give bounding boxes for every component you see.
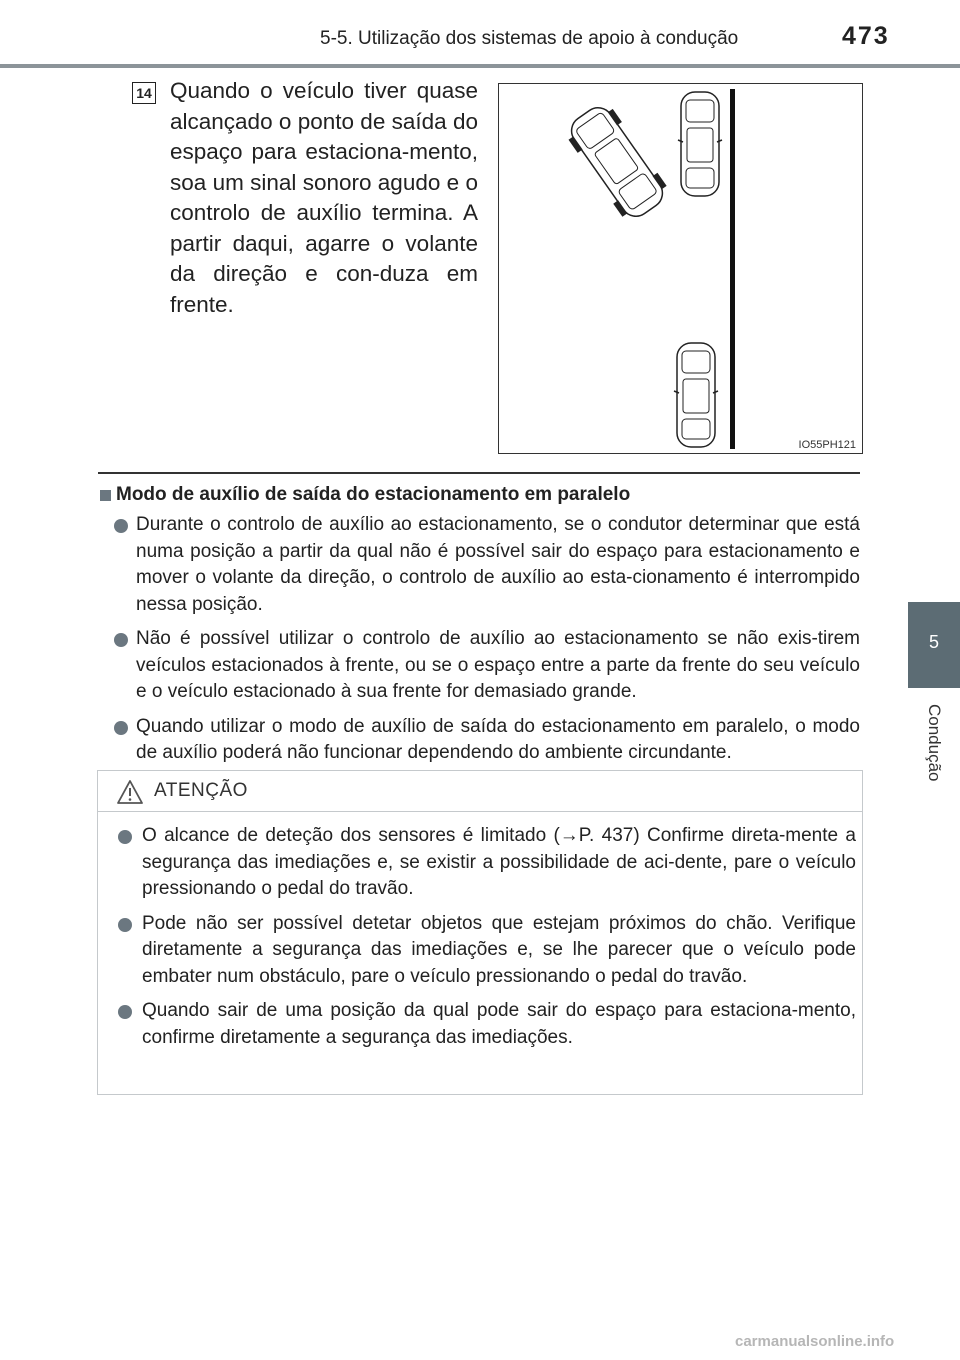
page-number: 473 <box>842 22 890 50</box>
chapter-label-container <box>914 704 954 814</box>
list-item-text: Quando sair de uma posição da qual pode sair do espaço para estaciona-mento, confirme diretamente a segurança das imediações. <box>142 1000 856 1048</box>
watermark: carmanualsonline.info <box>735 1333 895 1350</box>
section-square-icon <box>100 490 111 501</box>
parked-car-front <box>678 92 722 196</box>
step-description: Quando o veículo tiver quase alcançado o ponto de saída do espaço para estaciona-mento, soa um sinal sonoro agudo e o controlo de auxílio termina. A partir daqui, agarre o volante da direção e con-duza em frente. <box>170 78 478 317</box>
list-item <box>100 714 860 767</box>
list-item <box>100 998 856 1051</box>
list-item-text: Não é possível utilizar o controlo de auxílio ao estacionamento se não exis-tirem veículos estacionados à frente, ou se o espaço entre a parte da frente do seu veículo e o veículo estacionado à sua frente for demasiado grande. <box>136 628 860 702</box>
warning-header <box>98 771 862 812</box>
bullet-dot-icon <box>118 830 132 844</box>
warning-triangle-icon <box>116 779 144 805</box>
figure-code: IO55PH121 <box>798 439 856 451</box>
curb-line <box>730 89 735 449</box>
list-item-text: Durante o controlo de auxílio ao estacionamento, se o condutor determinar que está numa posição a partir da qual não é possível sair do espaço para estacionamento e mover o volante da direção, o controlo de auxílio ao esta-cionamento é interrompido nessa posição. <box>136 514 860 615</box>
parking-diagram-svg <box>499 84 862 453</box>
section-divider <box>98 472 860 474</box>
parked-car-rear <box>674 343 718 447</box>
exiting-car <box>562 99 673 225</box>
bullet-dot-icon <box>118 1005 132 1019</box>
warning-box <box>97 770 863 1095</box>
list-item <box>100 626 860 706</box>
bullet-dot-icon <box>114 721 128 735</box>
list-item-text: Pode não ser possível detetar objetos que estejam próximos do chão. Verifique diretamente a segurança das imediações e, se lhe parecer que o veículo pode embater num obstáculo, pare o veículo pressionando o pedal do travão. <box>142 912 856 987</box>
chapter-tab: 5 <box>908 602 960 688</box>
bullet-dot-icon <box>118 918 132 932</box>
list-item <box>100 823 856 903</box>
section-title: Modo de auxílio de saída do estacionamento em paralelo <box>116 484 631 505</box>
header-section-title: 5-5. Utilização dos sistemas de apoio à condução <box>320 28 739 49</box>
section-bullet-list <box>100 512 860 775</box>
list-item-text: O alcance de deteção dos sensores é limitado (→P. 437) Confirme direta-mente a segurança das imediações e, se existir a possibilidade de aci-dente, pare o veículo pressionando o pedal do travão. <box>142 825 856 899</box>
list-item-text: Quando utilizar o modo de auxílio de saída do estacionamento em paralelo, o modo de auxílio poderá não funcionar dependendo do ambiente circundante. <box>136 715 860 763</box>
bullet-dot-icon <box>114 519 128 533</box>
step-number-box: 14 <box>132 82 156 104</box>
warning-list <box>100 823 856 1059</box>
chapter-label: Condução <box>925 704 944 782</box>
warning-title: ATENÇÃO <box>154 780 248 801</box>
header-rule <box>0 64 960 68</box>
list-item <box>100 911 856 991</box>
parking-illustration <box>498 83 863 454</box>
bullet-dot-icon <box>114 633 128 647</box>
list-item <box>100 512 860 618</box>
